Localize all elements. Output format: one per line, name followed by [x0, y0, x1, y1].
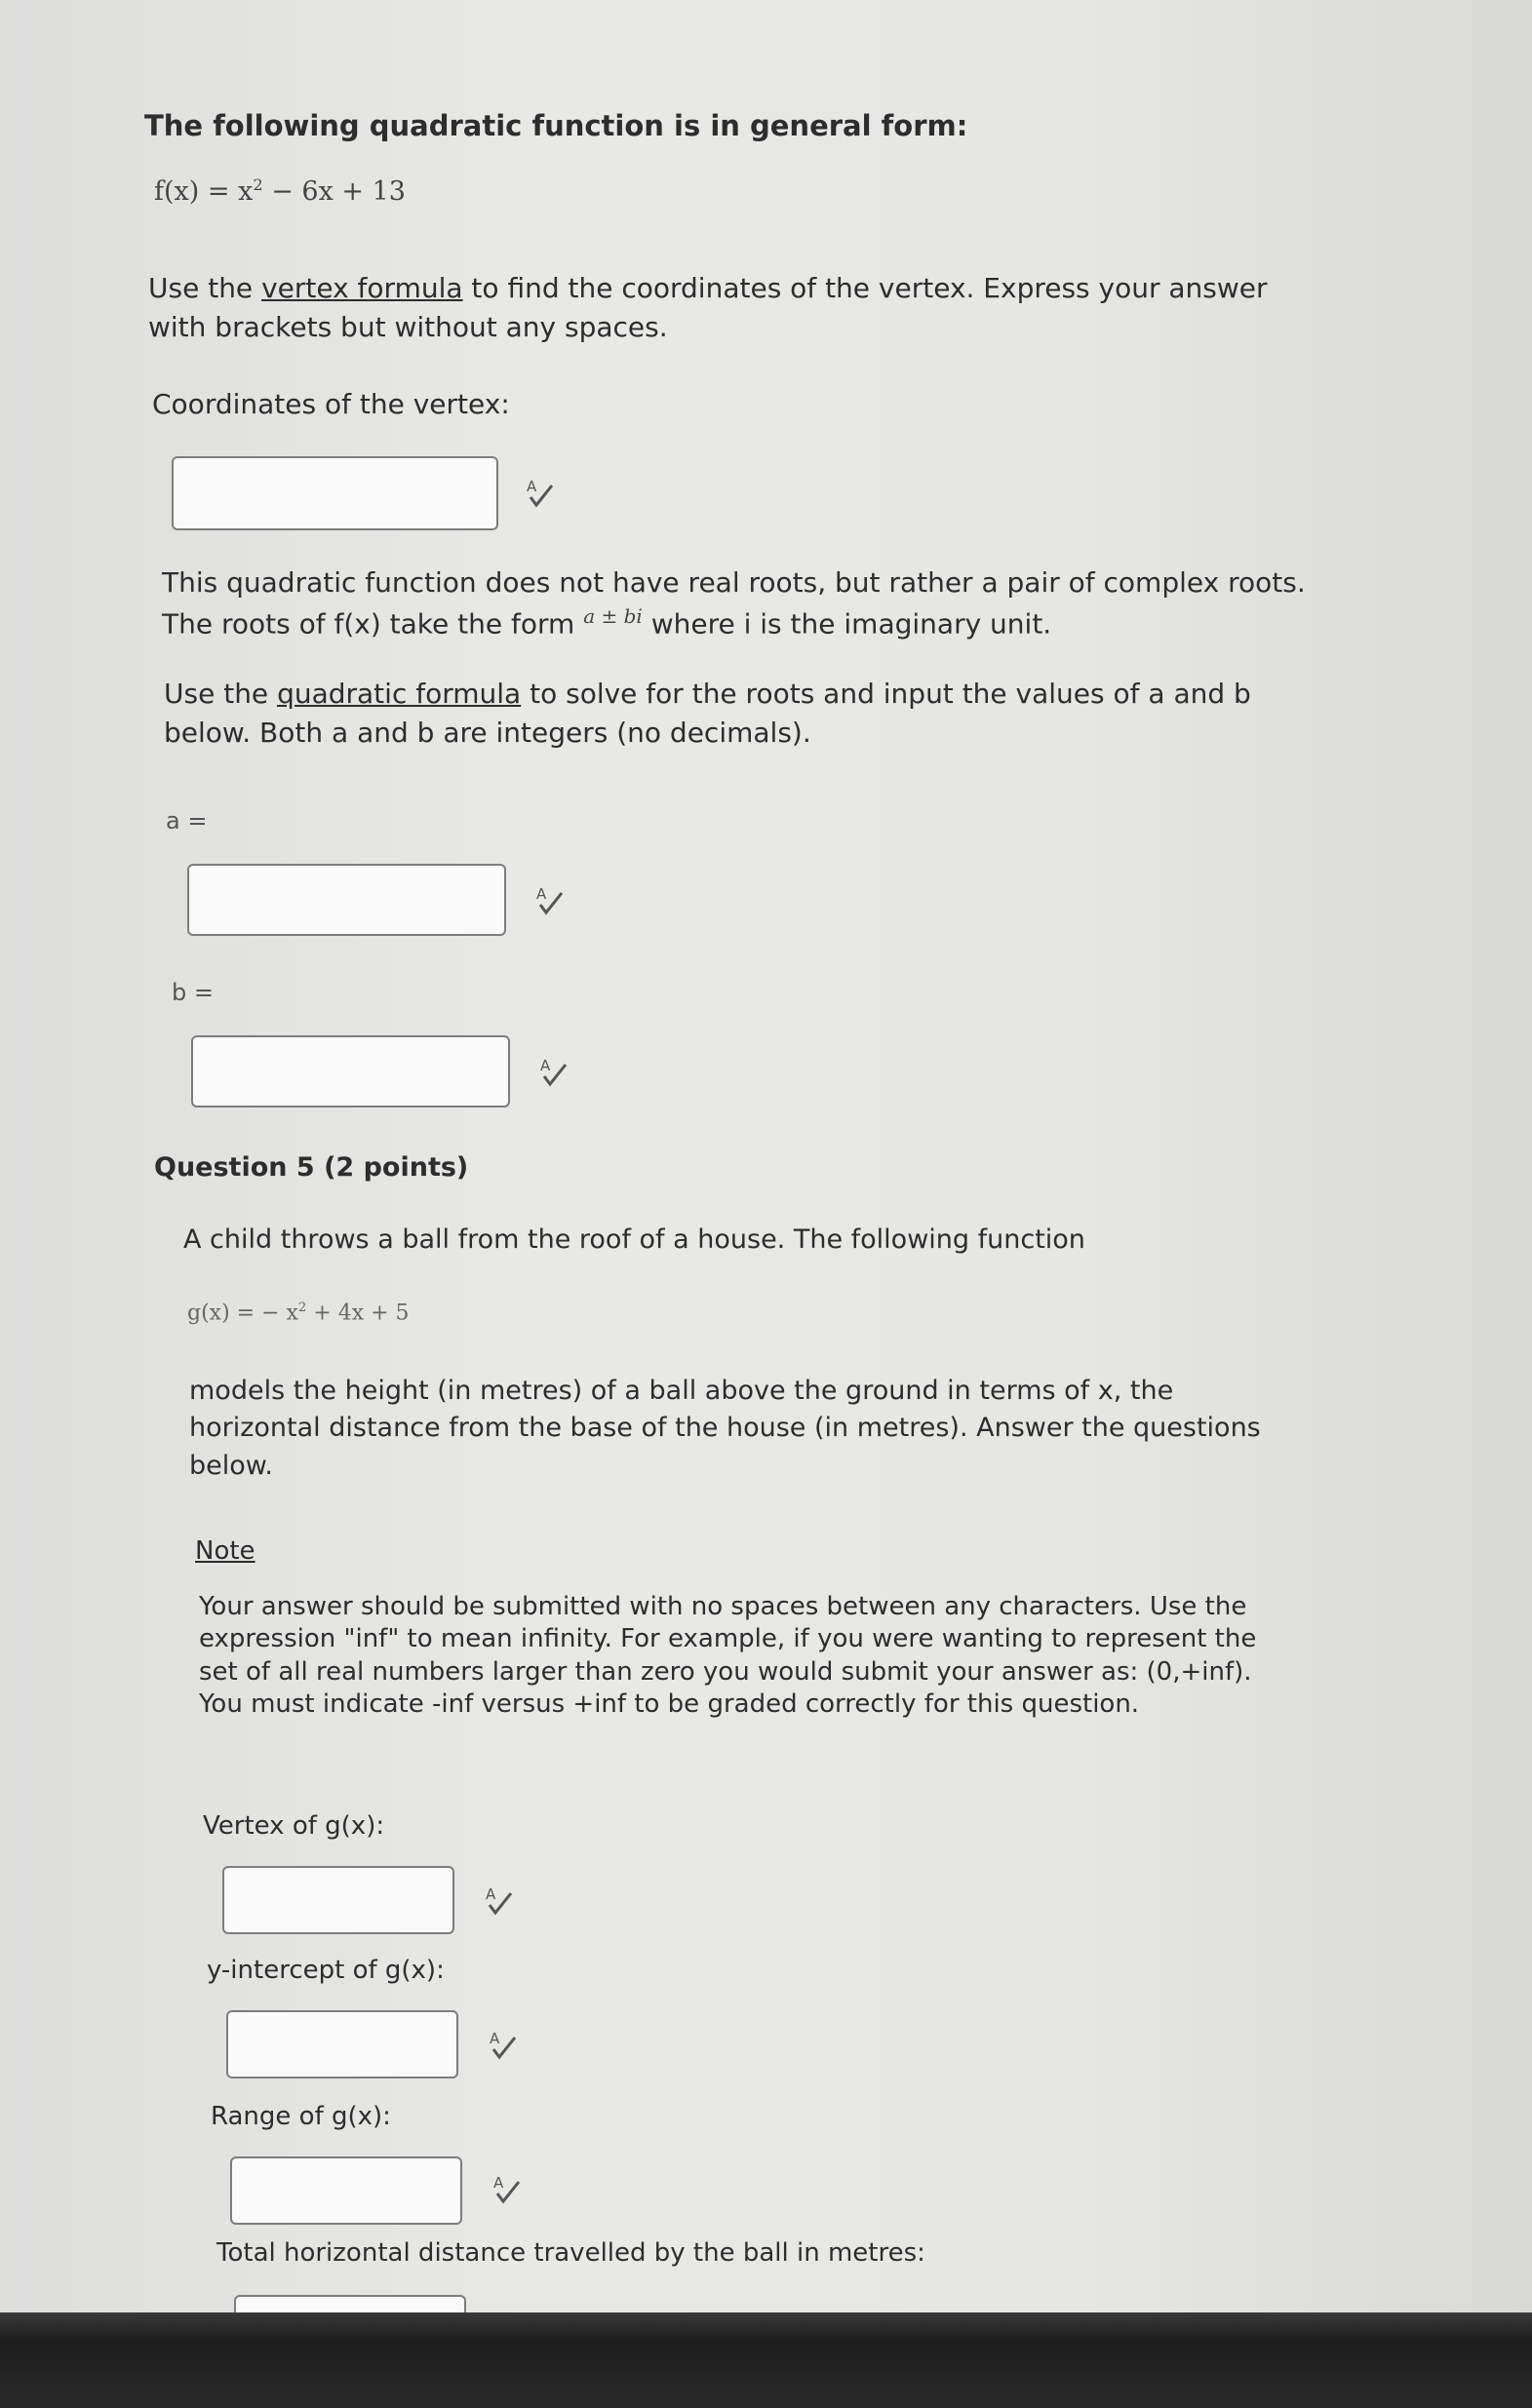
b-label: b =	[172, 979, 214, 1006]
roots-explanation: This quadratic function does not have real roots, but rather a pair of complex roots. The roots of f(x) take the form $^{a \pm bi}$ where i is the imaginary unit.	[162, 566, 1306, 641]
quadratic-instructions: Use the quadratic formula to solve for the roots and input the values of a and b below. Both a and b are integers (no decimals).	[164, 678, 1251, 749]
range-g-input[interactable]	[230, 2156, 462, 2225]
vertex-input[interactable]	[172, 456, 498, 530]
q4-intro: The following quadratic function is in general form:	[144, 109, 968, 142]
spellcheck-icon[interactable]	[486, 2028, 519, 2061]
b-input[interactable]	[191, 1035, 510, 1107]
svg-text:A: A	[486, 1885, 496, 1903]
svg-text:A: A	[540, 1057, 551, 1074]
q5-intro: A child throws a ball from the roof of a house. The following function	[183, 1224, 1085, 1255]
vertex-label: Coordinates of the vertex:	[152, 388, 510, 420]
spellcheck-icon[interactable]	[482, 1884, 515, 1917]
spellcheck-icon[interactable]	[536, 1055, 570, 1088]
svg-text:A: A	[536, 885, 547, 903]
monitor-bezel	[0, 2312, 1532, 2408]
q4-function: $f(x) = x^2 - 6x + 13$	[154, 175, 406, 207]
note-title: Note	[195, 1536, 255, 1566]
vertex-g-input[interactable]	[222, 1866, 454, 1934]
vertex-formula-link[interactable]: vertex formula	[261, 272, 463, 304]
a-input[interactable]	[187, 864, 506, 936]
yint-g-input[interactable]	[226, 2010, 458, 2078]
svg-text:A: A	[493, 2174, 504, 2192]
q4-vertex-instructions: Use the vertex formula to find the coordinates of the vertex. Express your answer with brackets but without any spaces.	[148, 272, 1268, 343]
question-5-title: Question 5 (2 points)	[154, 1152, 469, 1183]
range-g-label: Range of g(x):	[211, 2102, 391, 2131]
q5-function: g(x) = − $x^2 + 4x + 5$	[187, 1301, 410, 1326]
spellcheck-icon[interactable]	[523, 476, 556, 509]
quadratic-formula-link[interactable]: quadratic formula	[277, 678, 522, 710]
q5-model-description: models the height (in metres) of a ball above the ground in terms of x, the horizontal distance from the base of the house (in metres). Answer the questions below.	[189, 1376, 1261, 1481]
yint-g-label: y-intercept of g(x):	[207, 1956, 445, 1985]
spellcheck-icon[interactable]	[532, 883, 566, 916]
vertex-g-label: Vertex of g(x):	[203, 1811, 385, 1841]
note-text: Your answer should be submitted with no spaces between any characters. Use the expression "inf" to mean infinity. For example, if you were wanting to represent the set of all real numbers larger than zero you would submit your answer as: (0,+inf). You must indicate -inf versus +inf to be graded correctly for this question.	[199, 1592, 1257, 1719]
svg-text:A: A	[490, 2030, 500, 2047]
distance-label: Total horizontal distance travelled by the ball in metres:	[216, 2238, 925, 2268]
spellcheck-icon[interactable]	[490, 2172, 523, 2205]
svg-text:A: A	[527, 478, 537, 495]
a-label: a =	[166, 807, 208, 835]
